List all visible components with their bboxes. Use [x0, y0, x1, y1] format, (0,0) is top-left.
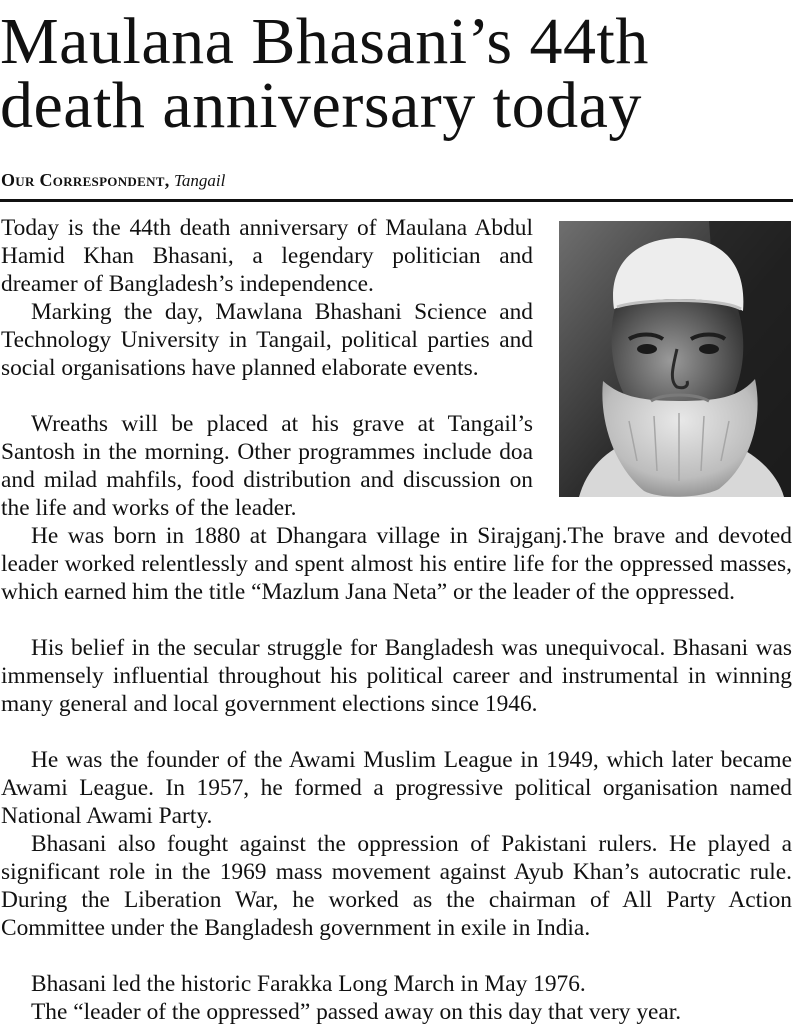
headline-divider [0, 199, 793, 202]
portrait-photo [559, 221, 791, 497]
article-paragraph: Marking the day, Mawlana Bhashani Science and Technology University in Tangail, political parties and social organisations have planned elaborate events. [1, 299, 533, 381]
byline [1, 170, 225, 191]
article-paragraph: The “leader of the oppressed” passed away on this day that very year. [31, 999, 682, 1025]
article-paragraph: He was the founder of the Awami Muslim League in 1949, which later became Awami League. In 1957, he formed a progressive political organisation named National Awami Party. [1, 747, 792, 829]
article-paragraph: He was born in 1880 at Dhangara village in Sirajganj.The brave and devoted leader worked relentlessly and spent almost his entire life for the oppressed masses, which earned him the title “Mazlum Jana Neta” or the leader of the oppressed. [1, 523, 792, 605]
article-paragraph: Today is the 44th death anniversary of Maulana Abdul Hamid Khan Bhasani, a legendary politician and dreamer of Bangladesh’s independence. [1, 215, 533, 297]
article-paragraph: Bhasani also fought against the oppression of Pakistani rulers. He played a significant role in the 1969 mass movement against Ayub Khan’s autocratic rule. During the Liberation War, he worked as the chairman of All Party Action Committee under the Bangladesh government in exile in India. [1, 831, 792, 941]
portrait-photo-illustration [559, 221, 791, 497]
headline: Maulana Bhasani’s 44th death anniversary today [0, 5, 649, 142]
byline-name: Our Correspondent, [1, 170, 170, 190]
article-paragraph: Bhasani led the historic Farakka Long March in May 1976. [31, 971, 586, 997]
article-paragraph: His belief in the secular struggle for Bangladesh was unequivocal. Bhasani was immensely influential throughout his political career and instrumental in winning many general and local government elections since 1946. [1, 635, 792, 717]
byline-place: Tangail [174, 171, 226, 190]
article-paragraph: Wreaths will be placed at his grave at Tangail’s Santosh in the morning. Other programmes include doa and milad mahfils, food distribution and discussion on the life and works of the leader. [1, 411, 533, 521]
